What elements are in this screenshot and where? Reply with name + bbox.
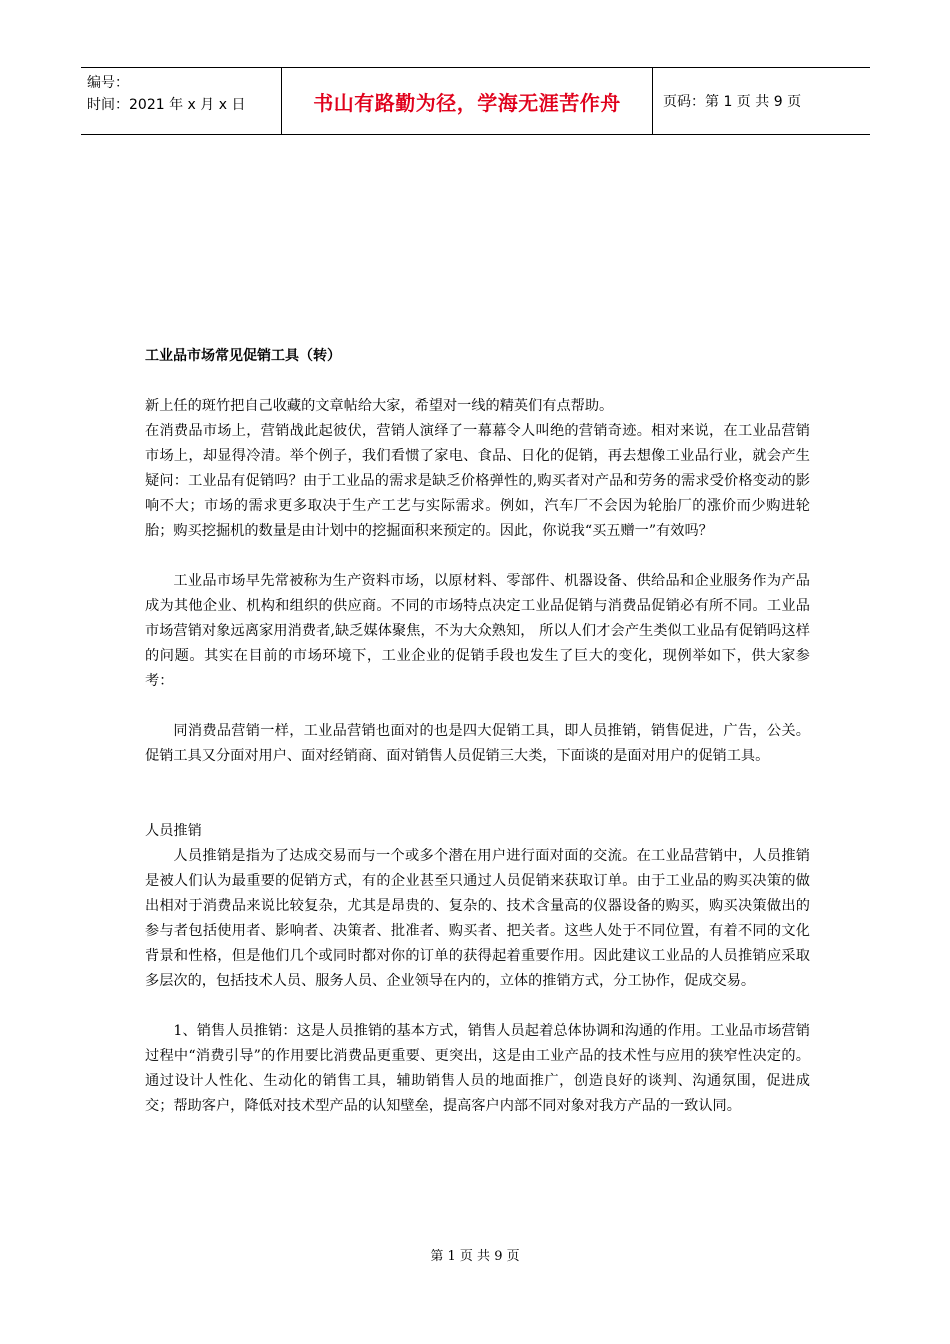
header-page-cell bbox=[653, 68, 870, 134]
document-body bbox=[145, 344, 810, 1119]
paragraph-spacer bbox=[145, 544, 810, 569]
document-header bbox=[81, 67, 870, 135]
intro-paragraph-1: 新上任的斑竹把自己收藏的文章帖给大家，希望对一线的精英们有点帮助。 bbox=[145, 398, 614, 414]
motto-text: 书山有路勤为径，学海无涯苦作舟 bbox=[313, 90, 621, 115]
sales-staff-paragraph: 1、销售人员推销：这是人员推销的基本方式，销售人员起着总体协调和沟通的作用。工业品市场营销过程中“消费引导”的作用要比消费品更重要、更突出，这是由工业产品的技术性与应用的狭窄性决定的。通过设计人性化、生动化的销售工具，辅助销售人员的地面推广，创造良好的谈判、沟通氛围，促进成交；帮助客户，降低对技术型产品的认知壁垒，提高客户内部不同对象对我方产品的一致认同。 bbox=[145, 1023, 810, 1114]
header-motto-cell bbox=[282, 68, 653, 134]
market-paragraph: 工业品市场早先常被称为生产资料市场，以原材料、零部件、机器设备、供给品和企业服务作为产品成为其他企业、机构和组织的供应商。不同的市场特点决定工业品促销与消费品促销必有所不同。工业品市场营销对象远离家用消费者,缺乏媒体聚焦，不为大众熟知， 所以人们才会产生类似工业品有促销吗这样的问题。其实在目前的市场环境下，工业企业的促销手段也发生了巨大的变化，现例举如下，供大家参考： bbox=[145, 573, 810, 689]
header-meta-cell bbox=[81, 68, 282, 134]
paragraph-spacer bbox=[145, 994, 810, 1019]
paragraph-spacer bbox=[145, 694, 810, 719]
page-footer: 第 1 页 共 9 页 bbox=[430, 1249, 520, 1264]
document-title: 工业品市场常见促销工具（转） bbox=[145, 348, 341, 364]
time-label: 时间：2021 年 x 月 x 日 bbox=[87, 97, 246, 113]
serial-label: 编号： bbox=[87, 75, 129, 91]
section-spacer bbox=[145, 769, 810, 819]
tools-paragraph: 同消费品营销一样，工业品营销也面对的也是四大促销工具，即人员推销，销售促进，广告，公关。促销工具又分面对用户、面对经销商、面对销售人员促销三大类，下面谈的是面对用户的促销工具。 bbox=[145, 723, 810, 764]
section-heading: 人员推销 bbox=[145, 823, 202, 839]
personal-selling-paragraph: 人员推销是指为了达成交易而与一个或多个潜在用户进行面对面的交流。在工业品营销中，人员推销是被人们认为最重要的促销方式，有的企业甚至只通过人员促销来获取订单。由于工业品的购买决策的做出相对于消费品来说比较复杂，尤其是昂贵的、复杂的、技术含量高的仪器设备的购买，购买决策做出的参与者包括使用者、影响者、决策者、批准者、购买者、把关者。这些人处于不同位置，有着不同的文化背景和性格，但是他们几个或同时都对你的订单的获得起着重要作用。因此建议工业品的人员推销应采取多层次的，包括技术人员、服务人员、企业领导在内的，立体的推销方式，分工协作，促成交易。 bbox=[145, 848, 810, 989]
intro-paragraph-2: 在消费品市场上，营销战此起彼伏，营销人演绎了一幕幕令人叫绝的营销奇迹。相对来说，在工业品营销市场上，却显得冷清。举个例子，我们看惯了家电、食品、日化的促销，再去想像工业品行业，就会产生疑问：工业品有促销吗？由于工业品的需求是缺乏价格弹性的,购买者对产品和劳务的需求受价格变动的影响不大；市场的需求更多取决于生产工艺与实际需求。例如，汽车厂不会因为轮胎厂的涨价而少购进轮胎；购买挖掘机的数量是由计划中的挖掘面积来预定的。因此，你说我“买五赠一”有效吗？ bbox=[145, 423, 810, 539]
page-indicator: 页码：第 1 页 共 9 页 bbox=[663, 94, 802, 110]
